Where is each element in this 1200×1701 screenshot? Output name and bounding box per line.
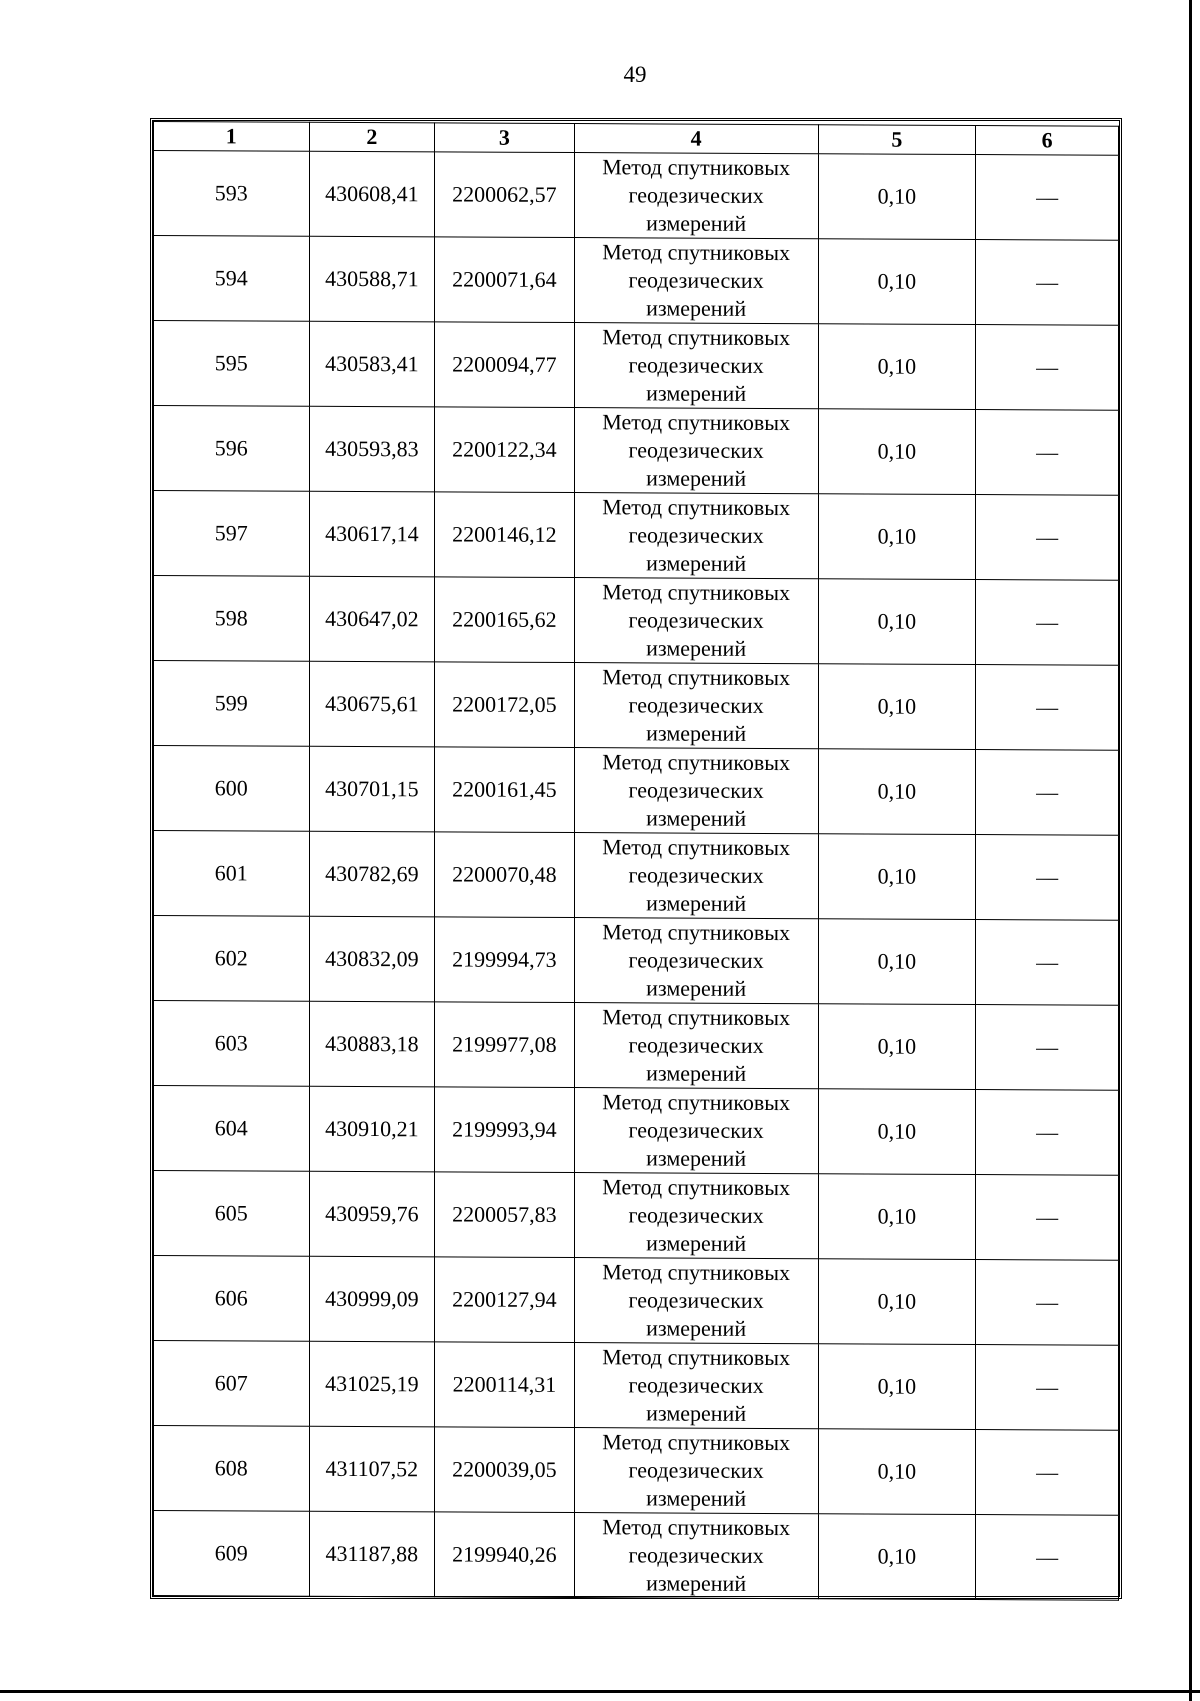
table-row — [154, 1086, 1119, 1176]
method-line: измерений — [646, 890, 747, 916]
point-number-cell: 599 — [154, 661, 310, 747]
point-number-cell: 595 — [154, 321, 310, 407]
method-line: Метод спутниковых — [602, 664, 791, 691]
method-line: Метод спутниковых — [602, 749, 791, 776]
note-cell: — — [976, 410, 1119, 496]
method-cell — [574, 578, 818, 664]
coordinate-x-cell: 430593,83 — [309, 406, 435, 492]
method-cell — [574, 1173, 818, 1259]
method-cell — [574, 1428, 818, 1514]
method-line: измерений — [646, 1145, 747, 1171]
coordinate-y-cell: 2200114,31 — [435, 1342, 575, 1428]
table-row — [154, 1341, 1119, 1431]
coordinate-x-cell: 430588,71 — [309, 236, 435, 322]
method-line: геодезических — [628, 1542, 764, 1568]
point-number-cell: 606 — [154, 1256, 310, 1342]
method-line: Метод спутниковых — [602, 834, 791, 861]
header-col-4: 4 — [574, 124, 818, 154]
coordinate-y-cell: 2199994,73 — [435, 917, 575, 1003]
point-number-cell: 596 — [154, 406, 310, 492]
method-line: измерений — [646, 1060, 747, 1086]
accuracy-cell: 0,10 — [818, 1429, 976, 1515]
coordinate-y-cell: 2200127,94 — [435, 1257, 575, 1343]
coordinate-x-cell: 430782,69 — [309, 831, 435, 917]
coordinate-y-cell: 2200161,45 — [435, 747, 575, 833]
page-number: 49 — [623, 62, 647, 87]
accuracy-cell: 0,10 — [818, 579, 976, 665]
coordinate-x-cell: 430608,41 — [309, 151, 435, 237]
coordinate-x-cell: 430832,09 — [309, 916, 435, 1002]
coordinate-y-cell: 2200146,12 — [435, 492, 575, 578]
method-line: геодезических — [628, 267, 764, 293]
note-cell: — — [976, 1345, 1119, 1431]
method-cell — [574, 918, 818, 1004]
note-cell: — — [976, 1260, 1119, 1346]
accuracy-cell: 0,10 — [818, 1004, 976, 1090]
coordinate-y-cell: 2200070,48 — [435, 832, 575, 918]
table-body — [154, 151, 1119, 1601]
method-cell — [574, 1343, 818, 1429]
method-line: измерений — [646, 1485, 747, 1511]
accuracy-cell: 0,10 — [818, 749, 976, 835]
method-line: измерений — [646, 1400, 747, 1426]
method-line: Метод спутниковых — [602, 579, 791, 606]
coordinate-x-cell: 430583,41 — [309, 321, 435, 407]
table-row — [154, 576, 1119, 666]
note-cell: — — [976, 1430, 1119, 1516]
method-line: Метод спутниковых — [602, 324, 791, 351]
coordinate-x-cell: 430701,15 — [309, 746, 435, 832]
header-col-1: 1 — [154, 122, 310, 152]
method-line: геодезических — [628, 862, 764, 888]
table-row — [154, 831, 1119, 921]
coordinate-y-cell: 2200039,05 — [435, 1427, 575, 1513]
method-cell — [574, 748, 818, 834]
table-row — [154, 661, 1119, 751]
coordinate-x-cell: 431025,19 — [309, 1341, 435, 1427]
coordinate-x-cell: 430617,14 — [309, 491, 435, 577]
point-number-cell: 602 — [154, 916, 310, 1002]
accuracy-cell: 0,10 — [818, 154, 976, 240]
method-line: измерений — [646, 210, 747, 236]
accuracy-cell: 0,10 — [818, 1259, 976, 1345]
accuracy-cell: 0,10 — [818, 919, 976, 1005]
accuracy-cell: 0,10 — [818, 324, 976, 410]
point-number-cell: 603 — [154, 1001, 310, 1087]
method-line: геодезических — [628, 777, 764, 803]
method-line: Метод спутниковых — [602, 919, 791, 946]
table-row — [154, 321, 1119, 411]
method-cell — [574, 238, 818, 324]
point-number-cell: 605 — [154, 1171, 310, 1257]
method-line: геодезических — [628, 947, 764, 973]
method-line: геодезических — [628, 692, 764, 718]
method-line: Метод спутниковых — [602, 1344, 791, 1371]
method-cell — [574, 323, 818, 409]
table-row — [154, 1001, 1119, 1091]
coordinate-x-cell: 430883,18 — [309, 1001, 435, 1087]
coordinate-y-cell: 2200057,83 — [435, 1172, 575, 1258]
note-cell: — — [976, 1175, 1119, 1261]
method-line: измерений — [646, 1230, 747, 1256]
method-line: Метод спутниковых — [602, 409, 791, 436]
note-cell: — — [976, 325, 1119, 411]
coordinate-y-cell: 2200094,77 — [435, 322, 575, 408]
coordinates-table-frame — [150, 118, 1122, 1599]
accuracy-cell: 0,10 — [818, 409, 976, 495]
coordinate-x-cell: 431107,52 — [309, 1426, 435, 1512]
method-line: геодезических — [628, 182, 764, 208]
note-cell: — — [976, 750, 1119, 836]
accuracy-cell: 0,10 — [818, 1514, 976, 1600]
accuracy-cell: 0,10 — [818, 494, 976, 580]
method-line: Метод спутниковых — [602, 154, 791, 181]
table-row — [154, 491, 1119, 581]
page-edge-bottom — [0, 1690, 1200, 1693]
coordinate-y-cell: 2200165,62 — [435, 577, 575, 663]
note-cell: — — [976, 495, 1119, 581]
note-cell: — — [976, 665, 1119, 751]
method-line: Метод спутниковых — [602, 1429, 791, 1456]
point-number-cell: 608 — [154, 1426, 310, 1512]
accuracy-cell: 0,10 — [818, 1089, 976, 1175]
method-cell — [574, 408, 818, 494]
method-line: геодезических — [628, 1117, 764, 1143]
table-row — [154, 746, 1119, 836]
table-row — [154, 1256, 1119, 1346]
method-cell — [574, 1003, 818, 1089]
header-col-2: 2 — [309, 122, 435, 152]
coordinate-y-cell: 2199940,26 — [435, 1512, 575, 1598]
coordinate-y-cell: 2199993,94 — [435, 1087, 575, 1173]
method-line: измерений — [646, 635, 747, 661]
coordinate-y-cell: 2199977,08 — [435, 1002, 575, 1088]
method-line: измерений — [646, 380, 747, 406]
method-line: Метод спутниковых — [602, 1259, 791, 1286]
method-cell — [574, 1258, 818, 1344]
method-cell — [574, 1088, 818, 1174]
accuracy-cell: 0,10 — [818, 664, 976, 750]
method-line: измерений — [646, 805, 747, 831]
note-cell: — — [976, 240, 1119, 326]
method-line: геодезических — [628, 607, 764, 633]
table-row — [154, 1426, 1119, 1516]
point-number-cell: 604 — [154, 1086, 310, 1172]
table-header-row — [154, 122, 1119, 156]
method-line: геодезических — [628, 1457, 764, 1483]
accuracy-cell: 0,10 — [818, 834, 976, 920]
method-line: измерений — [646, 550, 747, 576]
method-line: Метод спутниковых — [602, 1174, 791, 1201]
coordinate-y-cell: 2200172,05 — [435, 662, 575, 748]
coordinate-x-cell: 430675,61 — [309, 661, 435, 747]
method-line: геодезических — [628, 1372, 764, 1398]
coordinate-y-cell: 2200062,57 — [435, 152, 575, 238]
method-line: измерений — [646, 465, 747, 491]
table-row — [154, 236, 1119, 326]
method-line: измерений — [646, 975, 747, 1001]
coordinate-x-cell: 430647,02 — [309, 576, 435, 662]
method-cell — [574, 153, 818, 239]
method-cell — [574, 493, 818, 579]
point-number-cell: 600 — [154, 746, 310, 832]
note-cell: — — [976, 155, 1119, 241]
accuracy-cell: 0,10 — [818, 1174, 976, 1260]
point-number-cell: 607 — [154, 1341, 310, 1427]
method-cell — [574, 1513, 818, 1599]
method-line: геодезических — [628, 1202, 764, 1228]
coordinate-x-cell: 431187,88 — [309, 1511, 435, 1597]
point-number-cell: 597 — [154, 491, 310, 577]
note-cell: — — [976, 1515, 1119, 1601]
note-cell: — — [976, 1005, 1119, 1091]
method-line: геодезических — [628, 1287, 764, 1313]
table-row — [154, 1171, 1119, 1261]
method-line: Метод спутниковых — [602, 1514, 791, 1541]
method-line: геодезических — [628, 522, 764, 548]
method-line: измерений — [646, 295, 747, 321]
coordinate-y-cell: 2200071,64 — [435, 237, 575, 323]
header-col-5: 5 — [818, 125, 976, 155]
method-line: Метод спутниковых — [602, 1089, 791, 1116]
point-number-cell: 594 — [154, 236, 310, 322]
table-row — [154, 151, 1119, 241]
method-line: геодезических — [628, 437, 764, 463]
note-cell: — — [976, 580, 1119, 666]
coordinate-y-cell: 2200122,34 — [435, 407, 575, 493]
method-line: Метод спутниковых — [602, 1004, 791, 1031]
point-number-cell: 601 — [154, 831, 310, 917]
method-line: Метод спутниковых — [602, 239, 791, 266]
point-number-cell: 598 — [154, 576, 310, 662]
note-cell: — — [976, 1090, 1119, 1176]
note-cell: — — [976, 920, 1119, 1006]
coordinate-x-cell: 430999,09 — [309, 1256, 435, 1342]
accuracy-cell: 0,10 — [818, 239, 976, 325]
page-edge-right — [1189, 0, 1192, 1701]
coordinate-x-cell: 430959,76 — [309, 1171, 435, 1257]
coordinate-x-cell: 430910,21 — [309, 1086, 435, 1172]
point-number-cell: 609 — [154, 1511, 310, 1597]
header-col-6: 6 — [976, 126, 1119, 156]
table-row — [154, 406, 1119, 496]
method-line: геодезических — [628, 352, 764, 378]
point-number-cell: 593 — [154, 151, 310, 237]
header-col-3: 3 — [435, 123, 575, 153]
table-row — [154, 916, 1119, 1006]
coordinates-table — [153, 121, 1119, 1601]
note-cell: — — [976, 835, 1119, 921]
table-row — [154, 1511, 1119, 1601]
method-line: геодезических — [628, 1032, 764, 1058]
method-line: Метод спутниковых — [602, 494, 791, 521]
method-line: измерений — [646, 1315, 747, 1341]
accuracy-cell: 0,10 — [818, 1344, 976, 1430]
method-line: измерений — [646, 1570, 747, 1596]
method-cell — [574, 833, 818, 919]
method-line: измерений — [646, 720, 747, 746]
method-cell — [574, 663, 818, 749]
